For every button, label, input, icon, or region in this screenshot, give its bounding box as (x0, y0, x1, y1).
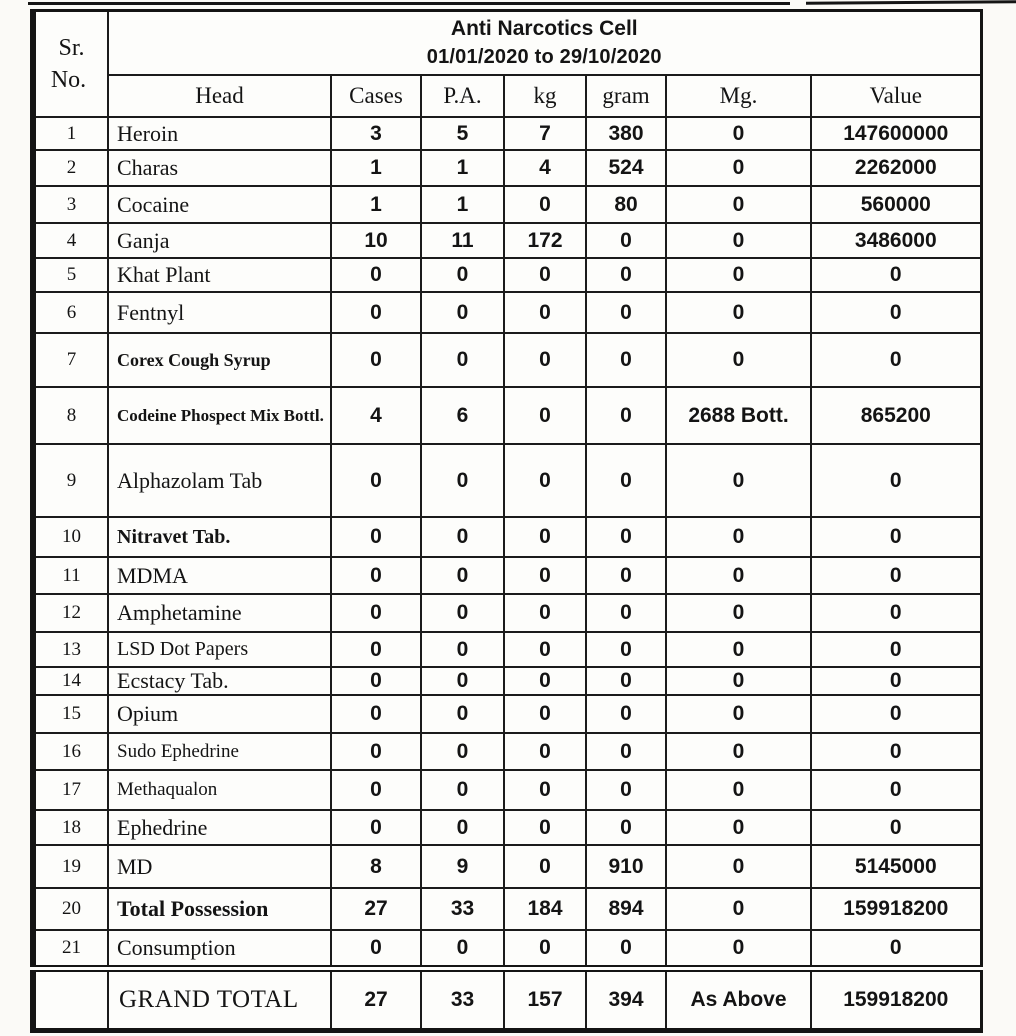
table-row (33, 632, 981, 667)
kg-cell: 172 (504, 223, 586, 258)
sr-cell: 21 (33, 930, 108, 968)
mg-cell: 0 (666, 150, 811, 186)
mg-cell: 2688 Bott. (666, 387, 811, 444)
cases-cell: 0 (331, 333, 421, 387)
mg-cell: 0 (666, 444, 811, 517)
table-row (33, 292, 981, 333)
table-row (33, 594, 981, 632)
gram-cell: 80 (586, 186, 666, 223)
mg-cell: 0 (666, 557, 811, 594)
head-cell: Fentnyl (108, 292, 331, 333)
sr-cell: 12 (33, 594, 108, 632)
table-row (33, 845, 981, 888)
sr-cell: 13 (33, 632, 108, 667)
mg-cell: 0 (666, 888, 811, 930)
pa-cell: 0 (421, 258, 504, 292)
cases-cell: 1 (331, 186, 421, 223)
title-row (33, 11, 981, 76)
value-cell: 0 (811, 632, 981, 667)
table-row (33, 444, 981, 517)
sr-cell (33, 968, 108, 1030)
gram-cell: 0 (586, 444, 666, 517)
cases-cell: 4 (331, 387, 421, 444)
pa-cell: 33 (421, 888, 504, 930)
value-cell: 5145000 (811, 845, 981, 888)
pa-cell: 0 (421, 517, 504, 557)
table-title-cell (108, 11, 981, 76)
cases-cell: 27 (331, 968, 421, 1030)
kg-cell: 0 (504, 695, 586, 733)
table-row (33, 186, 981, 223)
head-cell: MD (108, 845, 331, 888)
mg-cell: 0 (666, 845, 811, 888)
head-cell: Amphetamine (108, 594, 331, 632)
sr-cell: 10 (33, 517, 108, 557)
sr-cell: 7 (33, 333, 108, 387)
kg-cell: 0 (504, 632, 586, 667)
gram-cell: 0 (586, 667, 666, 695)
head-cell: LSD Dot Papers (108, 632, 331, 667)
value-cell: 0 (811, 810, 981, 845)
table-row (33, 888, 981, 930)
value-cell: 0 (811, 333, 981, 387)
head-cell: Ganja (108, 223, 331, 258)
cases-cell: 0 (331, 594, 421, 632)
column-header-pa: P.A. (421, 75, 504, 117)
pa-cell: 0 (421, 930, 504, 968)
value-cell: 0 (811, 733, 981, 770)
mg-cell: 0 (666, 810, 811, 845)
table-row (33, 258, 981, 292)
cases-cell: 0 (331, 770, 421, 810)
cases-cell: 0 (331, 632, 421, 667)
table-body (33, 117, 981, 1030)
kg-cell: 0 (504, 810, 586, 845)
pa-cell: 9 (421, 845, 504, 888)
sr-no-column-header (33, 11, 108, 118)
value-cell: 560000 (811, 186, 981, 223)
kg-cell: 0 (504, 186, 586, 223)
pa-cell: 0 (421, 632, 504, 667)
mg-cell: 0 (666, 733, 811, 770)
cases-cell: 27 (331, 888, 421, 930)
head-cell: Ephedrine (108, 810, 331, 845)
mg-cell: 0 (666, 517, 811, 557)
gram-cell: 0 (586, 258, 666, 292)
value-cell: 159918200 (811, 888, 981, 930)
mg-cell: 0 (666, 223, 811, 258)
value-cell: 0 (811, 594, 981, 632)
pa-cell: 0 (421, 667, 504, 695)
gram-cell: 394 (586, 968, 666, 1030)
kg-cell: 0 (504, 594, 586, 632)
pa-cell: 1 (421, 186, 504, 223)
value-cell: 0 (811, 258, 981, 292)
table-row (33, 557, 981, 594)
kg-cell: 0 (504, 444, 586, 517)
head-cell: Methaqualon (108, 770, 331, 810)
gram-cell: 910 (586, 845, 666, 888)
sr-cell: 8 (33, 387, 108, 444)
table-row (33, 117, 981, 150)
page-title: Anti Narcotics Cell (450, 17, 638, 41)
cases-cell: 0 (331, 292, 421, 333)
column-header-mg: Mg. (666, 75, 811, 117)
kg-cell: 0 (504, 258, 586, 292)
gram-cell: 0 (586, 733, 666, 770)
value-cell: 159918200 (811, 968, 981, 1030)
head-cell: Total Possession (108, 888, 331, 930)
gram-cell: 0 (586, 594, 666, 632)
mg-cell: As Above (666, 968, 811, 1030)
cases-cell: 0 (331, 258, 421, 292)
sr-cell: 18 (33, 810, 108, 845)
gram-cell: 0 (586, 292, 666, 333)
gram-cell: 380 (586, 117, 666, 150)
head-cell: Heroin (108, 117, 331, 150)
sr-cell: 4 (33, 223, 108, 258)
head-cell: GRAND TOTAL (108, 968, 331, 1030)
cases-cell: 0 (331, 733, 421, 770)
gram-cell: 0 (586, 333, 666, 387)
narcotics-statistics-table (30, 9, 983, 1033)
value-cell: 0 (811, 695, 981, 733)
kg-cell: 0 (504, 930, 586, 968)
table-row (33, 223, 981, 258)
gram-cell: 0 (586, 632, 666, 667)
mg-cell: 0 (666, 186, 811, 223)
pa-cell: 0 (421, 733, 504, 770)
sr-cell: 20 (33, 888, 108, 930)
sr-cell: 3 (33, 186, 108, 223)
head-cell: Consumption (108, 930, 331, 968)
value-cell: 0 (811, 770, 981, 810)
value-cell: 0 (811, 930, 981, 968)
gram-cell: 0 (586, 770, 666, 810)
mg-cell: 0 (666, 770, 811, 810)
value-cell: 147600000 (811, 117, 981, 150)
cases-cell: 0 (331, 444, 421, 517)
table-row (33, 733, 981, 770)
mg-cell: 0 (666, 117, 811, 150)
pa-cell: 33 (421, 968, 504, 1030)
head-cell: Alphazolam Tab (108, 444, 331, 517)
value-cell: 0 (811, 517, 981, 557)
sr-cell: 5 (33, 258, 108, 292)
value-cell: 3486000 (811, 223, 981, 258)
kg-cell: 184 (504, 888, 586, 930)
sr-cell: 1 (33, 117, 108, 150)
cases-cell: 3 (331, 117, 421, 150)
head-cell: Corex Cough Syrup (108, 333, 331, 387)
table-row (33, 695, 981, 733)
table-row (33, 517, 981, 557)
pa-cell: 11 (421, 223, 504, 258)
sr-cell: 15 (33, 695, 108, 733)
pa-cell: 0 (421, 557, 504, 594)
kg-cell: 7 (504, 117, 586, 150)
sr-label: Sr. (58, 34, 85, 61)
kg-cell: 0 (504, 517, 586, 557)
sr-cell: 6 (33, 292, 108, 333)
table-row (33, 333, 981, 387)
sr-cell: 9 (33, 444, 108, 517)
pa-cell: 0 (421, 594, 504, 632)
sr-cell: 17 (33, 770, 108, 810)
gram-cell: 0 (586, 557, 666, 594)
kg-cell: 0 (504, 557, 586, 594)
date-range: 01/01/2020 to 29/10/2020 (426, 45, 662, 68)
kg-cell: 0 (504, 770, 586, 810)
head-cell: Codeine Phospect Mix Bottl. (108, 387, 331, 444)
no-label: No. (50, 67, 87, 93)
sr-cell: 14 (33, 667, 108, 695)
table-row (33, 387, 981, 444)
value-cell: 0 (811, 292, 981, 333)
mg-cell: 0 (666, 333, 811, 387)
gram-cell: 0 (586, 695, 666, 733)
kg-cell: 4 (504, 150, 586, 186)
value-cell: 0 (811, 444, 981, 517)
kg-cell: 0 (504, 667, 586, 695)
sr-cell: 19 (33, 845, 108, 888)
cases-cell: 0 (331, 667, 421, 695)
scan-edge-line (806, 0, 1016, 4)
pa-cell: 1 (421, 150, 504, 186)
mg-cell: 0 (666, 258, 811, 292)
value-cell: 0 (811, 667, 981, 695)
value-cell: 865200 (811, 387, 981, 444)
pa-cell: 0 (421, 292, 504, 333)
head-cell: Khat Plant (108, 258, 331, 292)
cases-cell: 0 (331, 517, 421, 557)
cases-cell: 1 (331, 150, 421, 186)
sr-cell: 16 (33, 733, 108, 770)
scan-edge-line (28, 2, 790, 5)
kg-cell: 0 (504, 845, 586, 888)
pa-cell: 6 (421, 387, 504, 444)
gram-cell: 0 (586, 517, 666, 557)
head-cell: Nitravet Tab. (108, 517, 331, 557)
kg-cell: 0 (504, 733, 586, 770)
table-row (33, 968, 981, 1030)
column-header-gram: gram (586, 75, 666, 117)
head-cell: Charas (108, 150, 331, 186)
head-cell: MDMA (108, 557, 331, 594)
kg-cell: 0 (504, 333, 586, 387)
cases-cell: 0 (331, 930, 421, 968)
value-cell: 0 (811, 557, 981, 594)
pa-cell: 0 (421, 444, 504, 517)
value-cell: 2262000 (811, 150, 981, 186)
gram-cell: 0 (586, 930, 666, 968)
pa-cell: 0 (421, 695, 504, 733)
kg-cell: 157 (504, 968, 586, 1030)
gram-cell: 0 (586, 223, 666, 258)
mg-cell: 0 (666, 594, 811, 632)
head-cell: Cocaine (108, 186, 331, 223)
cases-cell: 0 (331, 557, 421, 594)
sr-cell: 2 (33, 150, 108, 186)
gram-cell: 894 (586, 888, 666, 930)
pa-cell: 0 (421, 333, 504, 387)
kg-cell: 0 (504, 387, 586, 444)
mg-cell: 0 (666, 930, 811, 968)
pa-cell: 5 (421, 117, 504, 150)
cases-cell: 0 (331, 810, 421, 845)
table-row (33, 150, 981, 186)
column-header-row (33, 75, 981, 117)
table-row (33, 770, 981, 810)
mg-cell: 0 (666, 292, 811, 333)
table-row (33, 930, 981, 968)
column-header-head: Head (108, 75, 331, 117)
column-header-cases: Cases (331, 75, 421, 117)
gram-cell: 524 (586, 150, 666, 186)
column-header-kg: kg (504, 75, 586, 117)
head-cell: Ecstacy Tab. (108, 667, 331, 695)
mg-cell: 0 (666, 667, 811, 695)
mg-cell: 0 (666, 695, 811, 733)
cases-cell: 10 (331, 223, 421, 258)
table-row (33, 667, 981, 695)
cases-cell: 8 (331, 845, 421, 888)
gram-cell: 0 (586, 810, 666, 845)
head-cell: Opium (108, 695, 331, 733)
pa-cell: 0 (421, 810, 504, 845)
cases-cell: 0 (331, 695, 421, 733)
pa-cell: 0 (421, 770, 504, 810)
mg-cell: 0 (666, 632, 811, 667)
sr-cell: 11 (33, 557, 108, 594)
kg-cell: 0 (504, 292, 586, 333)
table-row (33, 810, 981, 845)
column-header-value: Value (811, 75, 981, 117)
head-cell: Sudo Ephedrine (108, 733, 331, 770)
gram-cell: 0 (586, 387, 666, 444)
